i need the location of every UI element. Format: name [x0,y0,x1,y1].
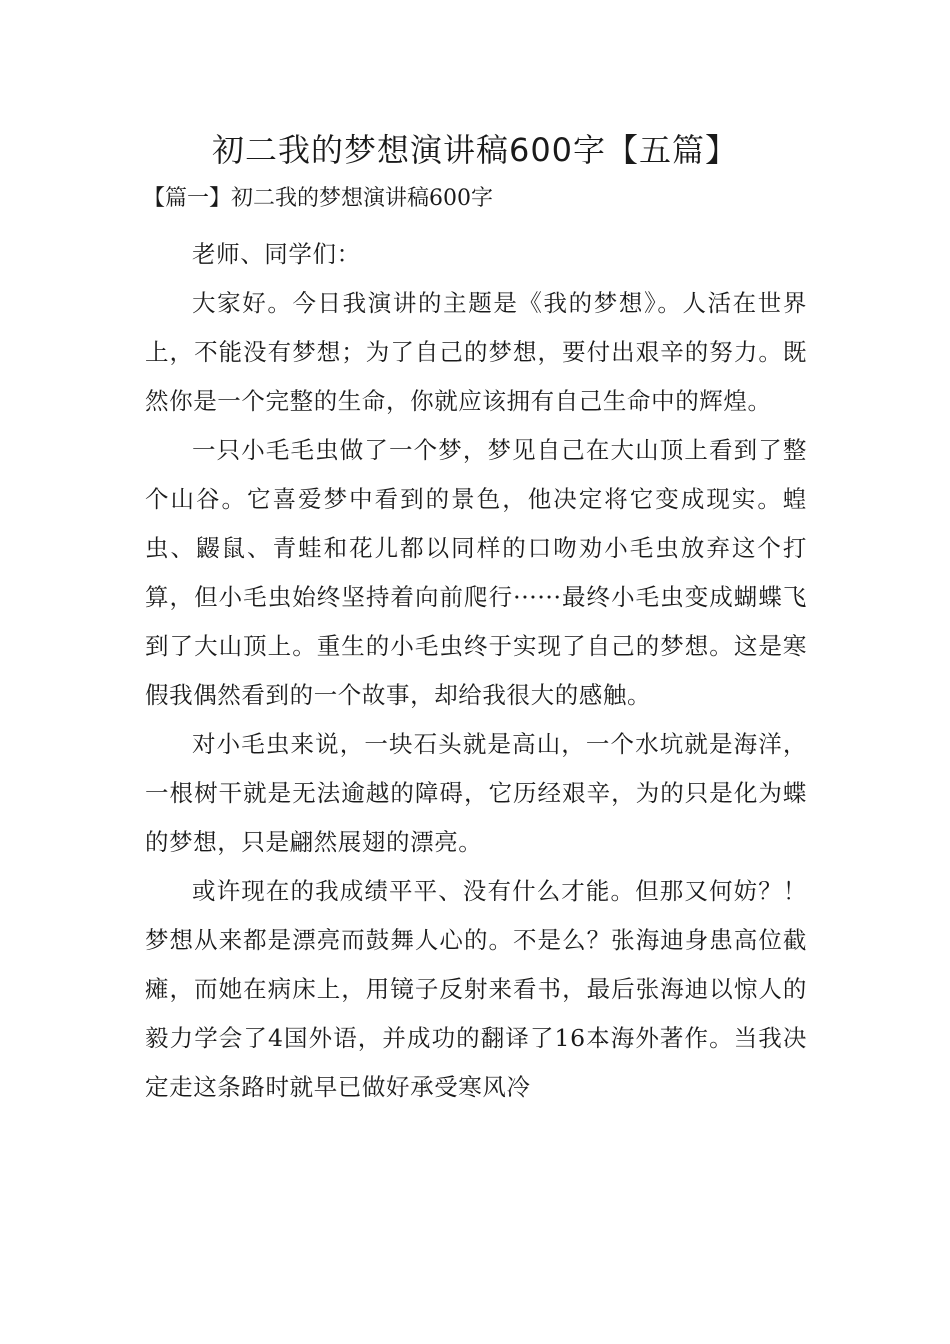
paragraph-zhang-haidi: 或许现在的我成绩平平、没有什么才能。但那又何妨？！梦想从来都是漂亮而鼓舞人心的。不是么？张海迪身患高位截瘫，而她在病床上，用镜子反射来看书，最后张海迪以惊人的毅力学会了4国外语，并成功的翻译了16本海外著作。当我决定走这条路时就早已做好承受寒风冷 [145,877,807,1101]
paragraph-intro: 大家好。今日我演讲的主题是《我的梦想》。人活在世界上，不能没有梦想；为了自己的梦想，要付出艰辛的努力。既然你是一个完整的生命，你就应该拥有自己生命中的辉煌。 [145,289,807,415]
section-heading: 【篇一】初二我的梦想演讲稿600字 [143,186,493,211]
paragraph-greeting: 老师、同学们： [192,240,361,268]
document-title: 初二我的梦想演讲稿600字【五篇】 [211,131,739,169]
paragraph-caterpillar-reflection: 对小毛虫来说，一块石头就是高山，一个水坑就是海洋，一根树干就是无法逾越的障碍，它历经艰辛，为的只是化为蝶的梦想，只是翩然展翅的漂亮。 [145,730,807,856]
document-body [145,230,807,1112]
paragraph-caterpillar-story: 一只小毛毛虫做了一个梦，梦见自己在大山顶上看到了整个山谷。它喜爱梦中看到的景色，他决定将它变成现实。蝗虫、鼹鼠、青蛙和花儿都以同样的口吻劝小毛虫放弃这个打算，但小毛虫始终坚持着向前爬行······最终小毛虫变成蝴蝶飞到了大山顶上。重生的小毛虫终于实现了自己的梦想。这是寒假我偶然看到的一个故事，却给我很大的感触。 [145,436,807,709]
